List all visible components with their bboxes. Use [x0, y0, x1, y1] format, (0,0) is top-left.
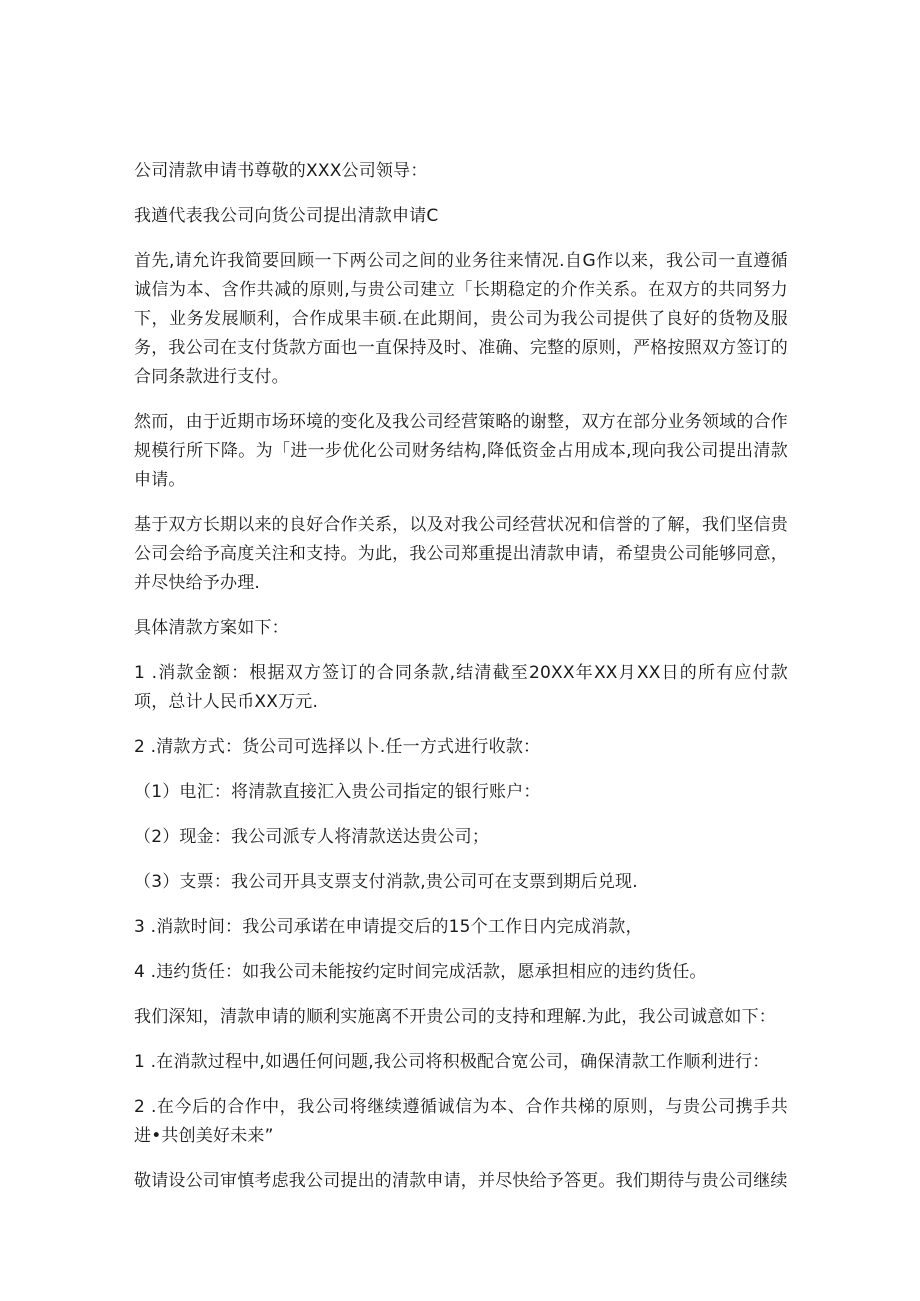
- plan-item-amount: 1 .消款金额：根据双方签订的合同条款,结清截至20XX年XX月XX日的所有应付款项，总计人民币XX万元.: [134, 663, 788, 712]
- closing-line: 敬请设公司审慎考虑我公司提出的清款申请，并尽快给予答更。我们期待与贵公司继续: [134, 1171, 788, 1191]
- paragraph-reason: 然而，由于近期市场环境的变化及我公司经营策略的谢整，双方在部分业务领域的合作规模行所下降。为「进一步优化公司财务结构,降低资金占用成本,现向我公司提出清款申请。: [134, 412, 788, 490]
- letter-body: [134, 157, 788, 1212]
- plan-item-time: 3 .消款时间：我公司承诺在申请提交后的15个工作日内完成消款，: [134, 917, 643, 937]
- method-option-cash: （2）现金：我公司派专人将清款送达贵公司；: [134, 827, 490, 847]
- commitment-item-1: 1 .在消款过程中,如遇任何问题,我公司将积极配合宽公司，确保清款工作顺利进行：: [134, 1052, 770, 1072]
- plan-item-method: 2 .清款方式：货公司可选择以卜.任一方式进行收款：: [134, 737, 541, 757]
- commitment-item-2: 2 .在今后的合作中，我公司将继续遵循诚信为本、合作共梯的原则，与贵公司携手共进•共创美好未来”: [134, 1097, 788, 1146]
- plan-item-liability: 4 .违约货任：如我公司未能按约定时间完成活款，愿承担相应的违约货任。: [134, 962, 707, 982]
- commitment-heading: 我们深知，清款申请的顺利实施离不开贵公司的支持和理解.为此，我公司诚意如下：: [134, 1007, 777, 1027]
- opening-line: 我遒代表我公司向货公司提出清款申请C: [134, 206, 439, 226]
- paragraph-request: 基于双方长期以来的良好合作关系，以及对我公司经营状况和信誉的了解，我们坚信贵公司会给予高度关注和支持。为此，我公司郑重提出清款申请，希望贵公司能够同意，并尽快给予办理.: [134, 515, 788, 593]
- paragraph-background: 首先,请允许我简要回顾一下两公司之间的业务往来情况.自G作以来，我公司一直遵循诚信为本、含作共减的原则,与贵公司建立「长期稳定的介作关系。在双方的共同努力下，业务发展顺利，合作成果丰硕.在此期间，贵公司为我公司提供了良好的货物及服务，我公司在支付货款方面也一直保持及时、准确、完整的原则，严格按照双方签订的合同条款进行支付。: [134, 251, 788, 387]
- method-option-cheque: （3）支票：我公司开具支票支付消款,贵公司可在支票到期后兑现.: [134, 872, 638, 892]
- salutation: 公司清款申请书尊敬的XXX公司领导：: [134, 161, 428, 181]
- method-option-wire: （1）电汇：将清款直接汇入贵公司指定的银行账户：: [134, 782, 541, 802]
- plan-heading: 具体清款方案如下：: [134, 618, 289, 638]
